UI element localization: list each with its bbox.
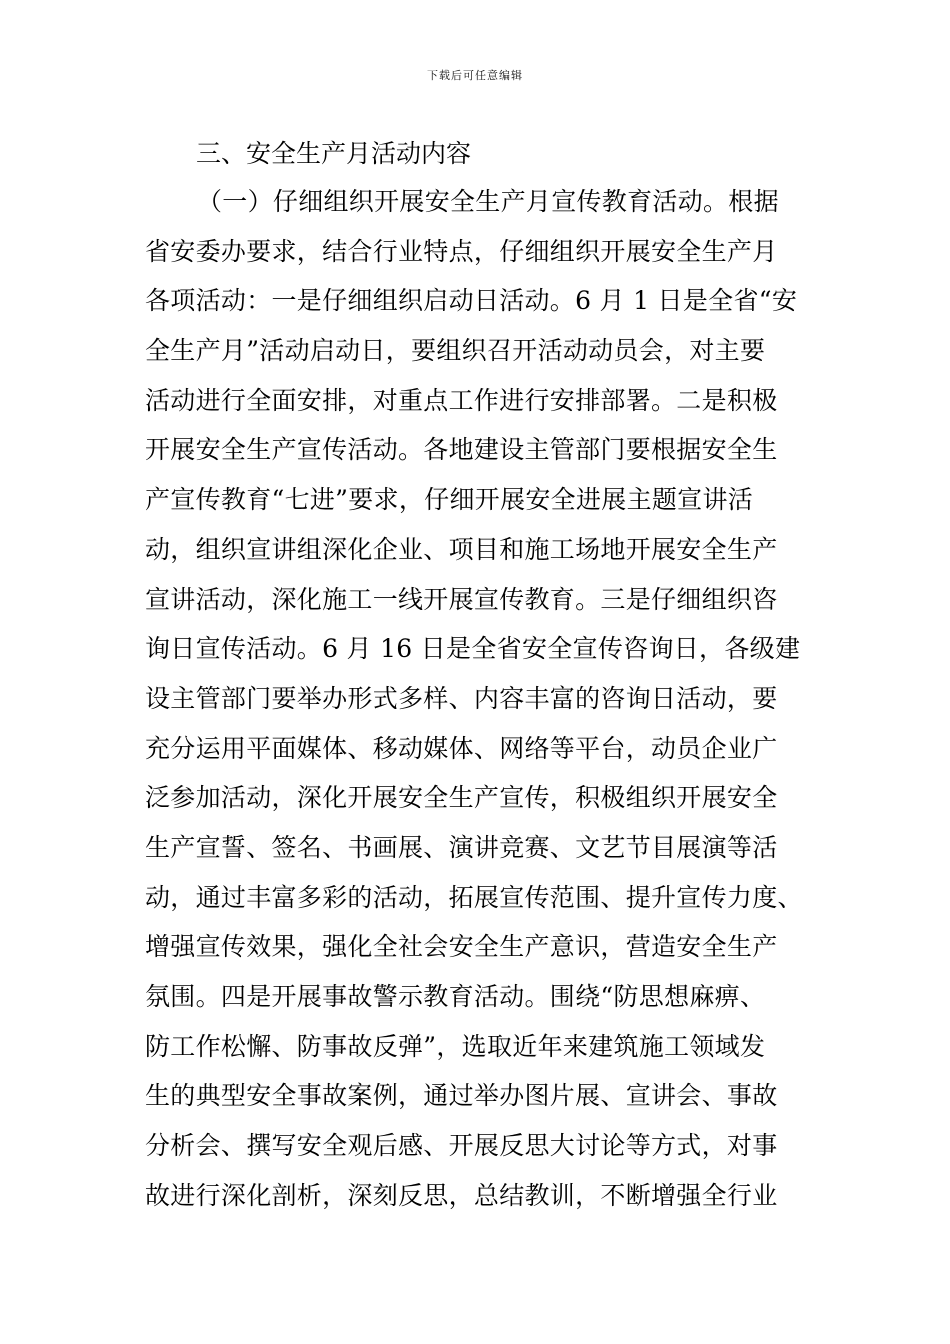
paragraph-line: 泛参加活动，深化开展安全生产宣传，积极组织开展安全 [145, 783, 778, 813]
paragraph-line: 分析会、撰写安全观后感、开展反思大讨论等方式，对事 [145, 1131, 778, 1161]
paragraph-line: 省安委办要求，结合行业特点，仔细组织开展安全生产月 [145, 236, 778, 266]
paragraph-line: 动，通过丰富多彩的活动，拓展宣传范围、提升宣传力度、 [145, 882, 803, 912]
paragraph-line: （一）仔细组织开展安全生产月宣传教育活动。根据 [197, 187, 779, 216]
paragraph-line: 开展安全生产宣传活动。各地建设主管部门要根据安全生 [145, 435, 778, 465]
paragraph-line: 生的典型安全事故案例，通过举办图片展、宣讲会、事故 [145, 1081, 778, 1111]
paragraph-line: 产宣传教育“七进”要求，仔细开展安全进展主题宣讲活 [145, 485, 754, 515]
download-note: 下载后可任意编辑 [427, 69, 523, 82]
paragraph-line: 活动进行全面安排，对重点工作进行安排部署。二是积极 [145, 385, 778, 415]
paragraph-line: 故进行深化剖析，深刻反思，总结教训，不断增强全行业 [145, 1180, 778, 1210]
paragraph-line: 设主管部门要举办形式多样、内容丰富的咨询日活动，要 [145, 683, 778, 713]
paragraph-line: 氛围。四是开展事故警示教育活动。围绕“防思想麻痹、 [145, 982, 766, 1011]
section-heading: 三、安全生产月活动内容 [196, 139, 472, 168]
paragraph-line: 防工作松懈、防事故反弹”，选取近年来建筑施工领域发 [145, 1031, 766, 1061]
paragraph-line: 生产宣誓、签名、书画展、演讲竞赛、文艺节目展演等活 [145, 832, 778, 862]
paragraph-line: 全生产月”活动启动日，要组织召开活动动员会，对主要 [145, 336, 766, 366]
body-paragraph [145, 177, 805, 1220]
paragraph-line: 充分运用平面媒体、移动媒体、网络等平台，动员企业广 [145, 733, 778, 763]
paragraph-line: 询日宣传活动。6 月 16 日是全省安全宣传咨询日，各级建 [145, 634, 801, 664]
paragraph-line: 宣讲活动，深化施工一线开展宣传教育。三是仔细组织咨 [145, 584, 778, 614]
paragraph-line: 增强宣传效果，强化全社会安全生产意识，营造安全生产 [145, 932, 778, 962]
paragraph-line: 各项活动：一是仔细组织启动日活动。6 月 1 日是全省“安 [145, 286, 798, 316]
paragraph-line: 动，组织宣讲组深化企业、项目和施工场地开展安全生产 [145, 534, 778, 564]
